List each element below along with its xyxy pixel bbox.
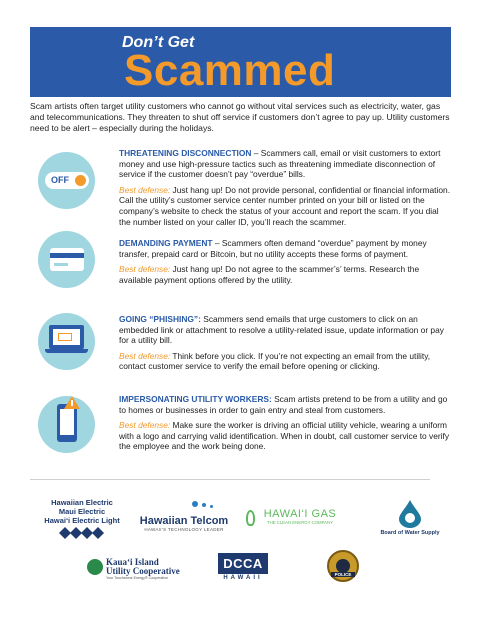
defense-text: Just hang up! Do not agree to the scammer’s’ terms. Research the available payment options offered by the utility. (119, 264, 420, 285)
telcom-name: Hawaiian Telcom (139, 515, 229, 527)
hawaii-gas-logo (246, 508, 342, 525)
kiuc-emblem-icon (87, 559, 103, 575)
hawaiian-electric-logo (38, 498, 126, 539)
item-body: – Scammers call, email or visit customers to extort money and use high-pressure tactics such as threatening immediate disconnection of service if the customer doesn’t pay “overdue” bills. (119, 148, 441, 180)
dcca-logo (218, 553, 268, 581)
telcom-tagline: HAWAII’S TECHNOLOGY LEADER (144, 527, 224, 532)
item-body: – Scammers often demand “overdue” payment by money transfer, prepaid card or Bitcoin, but no utility accepts these forms of payment. (119, 238, 427, 259)
gas-tagline: THE CLEAN ENERGY COMPANY (267, 520, 333, 525)
hawaiian-telcom-logo (134, 505, 234, 532)
defense-text: Make sure the worker is driving an official utility vehicle, wearing a uniform with a logo and carrying valid identification. When in doubt, call customer service to verify the employee and the work being done. (119, 420, 450, 452)
dcca-name: DCCA (218, 553, 268, 574)
defense-label: Best defense: (119, 420, 171, 431)
kiuc-line1: Kaua‘i Island (106, 557, 159, 567)
diamond-pattern-icon (59, 527, 105, 539)
defense-label: Best defense: (119, 184, 171, 195)
gas-name: HAWAI‘I GAS (263, 508, 337, 520)
item-body: Scam artists pretend to be from a utility and go to homes or businesses in order to gain entry and steal from customers. (119, 394, 448, 415)
intro-paragraph: Scam artists often target utility customers who cannot go without vital services such as electricity, water, gas and telecommunications. They threaten to shut off service if customers don’t agree to pay up. Utility customers need to be alert – especially during the holidays. (30, 101, 450, 133)
title-banner (30, 27, 451, 97)
phone-warning-icon (38, 396, 95, 453)
police-badge-logo (327, 550, 359, 582)
police-label: POLICE (331, 572, 355, 577)
off-label: OFF (51, 175, 69, 185)
item-heading: GOING “PHISHING”: (119, 314, 201, 324)
item-heading: DEMANDING PAYMENT (119, 238, 213, 248)
item-heading: IMPERSONATING UTILITY WORKERS: (119, 394, 272, 404)
water-name: Board of Water Supply (380, 530, 440, 536)
laptop-phishing-icon (38, 313, 95, 370)
item-heading: THREATENING DISCONNECTION (119, 148, 252, 158)
board-of-water-supply-logo (380, 500, 440, 536)
item-text (119, 238, 451, 290)
item-text (119, 148, 451, 232)
banner-subtitle: Don’t Get (122, 34, 195, 51)
defense-label: Best defense: (119, 350, 171, 361)
defense-label: Best defense: (119, 264, 171, 275)
kiuc-line2: Utility Cooperative (106, 566, 180, 576)
flame-icon (246, 510, 255, 526)
off-switch-icon (38, 152, 95, 209)
item-text (119, 394, 451, 457)
item-body: Scammers send emails that urge customers to click on an embedded link or attachment to resolve a utility-related issue, update information or pay for a utility bill. (119, 314, 444, 346)
kiuc-tagline: Your Touchstone Energy® Cooperative (106, 576, 168, 580)
divider (30, 479, 430, 480)
item-text (119, 314, 451, 377)
logo-line: Hawaiian Electric (51, 498, 113, 507)
logo-line: Maui Electric (58, 507, 106, 516)
dcca-sub: HAWAII (223, 575, 263, 581)
water-drop-icon (399, 500, 421, 528)
credit-card-icon (38, 231, 95, 288)
kauai-island-utility-logo (87, 558, 187, 580)
banner-title: Scammed (124, 46, 336, 95)
defense-text: Think before you click. If you’re not expecting an email from the utility, contact customer service to verify the email before opening or clicking. (119, 350, 431, 372)
defense-text: Just hang up! Do not provide personal, confidential or financial information. Call the utility’s customer service center number printed on your bill or listed on the company’s website to check the status of your account and report the scam. If you dial the number listed on your caller ID, you’ll reach the scammer. (119, 184, 451, 227)
logo-line: Hawai‘i Electric Light (44, 516, 120, 525)
